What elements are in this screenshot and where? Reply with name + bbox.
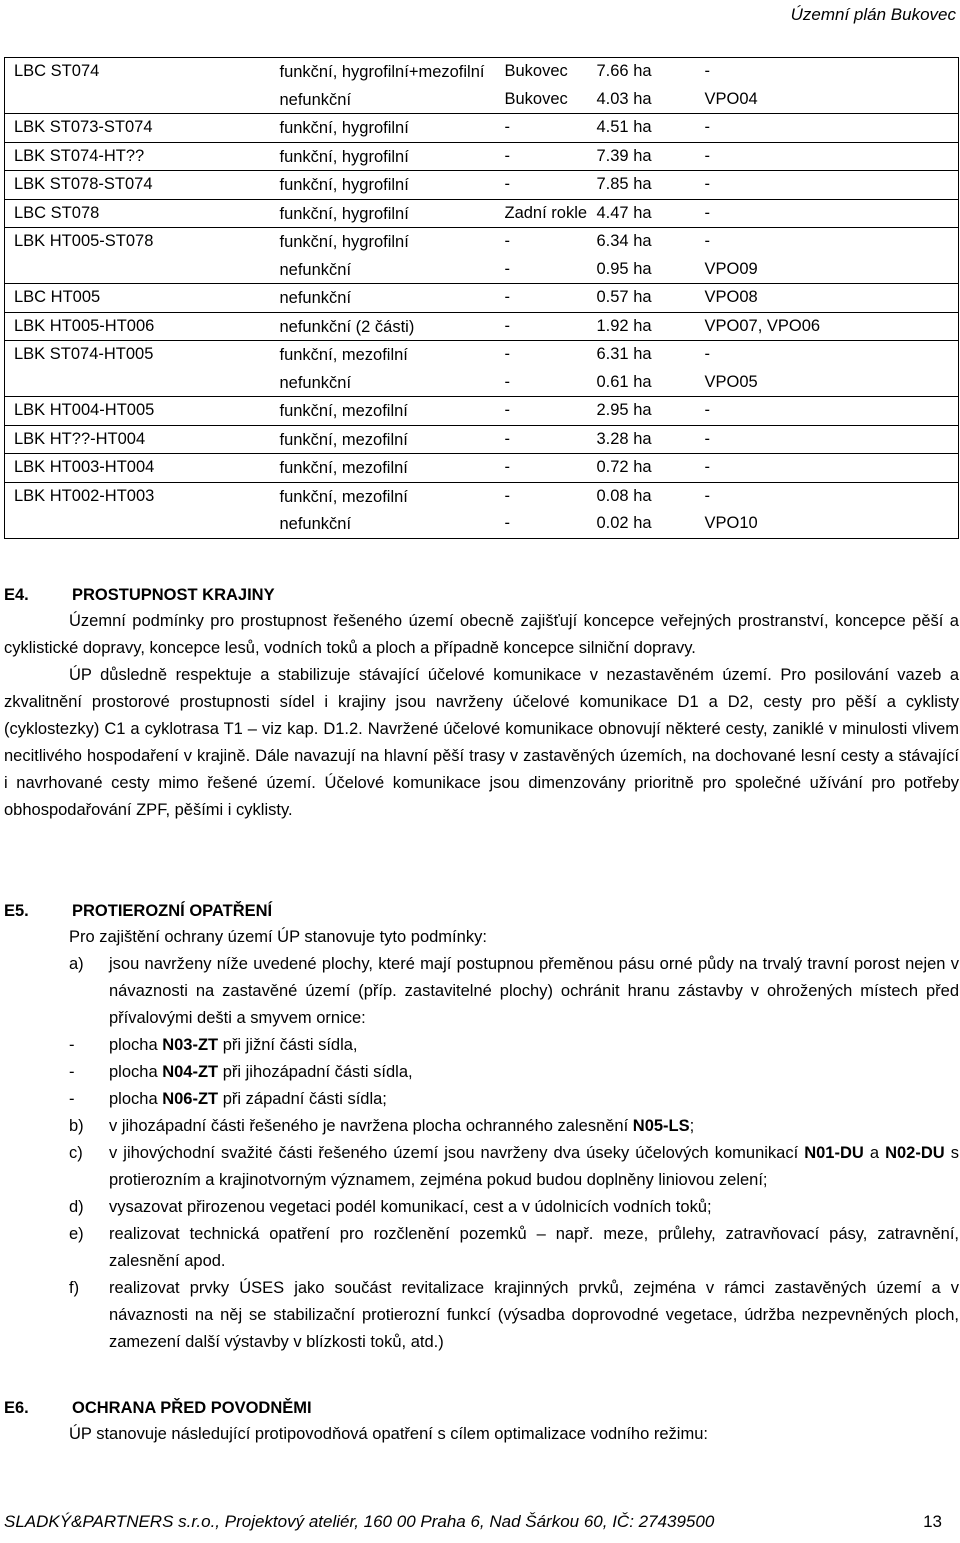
section-heading [4, 1395, 959, 1421]
cell-vpo: - [696, 142, 959, 171]
table-row [5, 312, 959, 341]
table-row [5, 199, 959, 228]
cell-area: 4.03 ha [596, 89, 652, 108]
cell-loc: - [504, 259, 510, 278]
cell-vpo: - [696, 199, 959, 228]
table-row [5, 142, 959, 171]
section-heading [4, 582, 959, 608]
area-code: N02-DU [885, 1144, 945, 1162]
cell-area: 7.39 ha [588, 142, 696, 171]
table-row [5, 256, 959, 284]
list-marker: f) [69, 1279, 80, 1297]
section-e6 [4, 1395, 959, 1448]
cell-area: 3.28 ha [588, 425, 696, 454]
cell-id: LBK ST078-ST074 [5, 171, 271, 200]
paragraph: ÚP důsledně respektuje a stabilizuje stávající účelové komunikace v nezastavěném území. Pro posilování vazeb a zkvalitnění prostorové prostupnosti sídel i krajiny jsou navrženy účelové komunikace D1 a D2, cesty pro pěší a cyklisty (cyklostezky) C1 a cyklotrasa T1 – viz kap. D1.2. Navržené účelové komunikace obnovují některé cesty, zaniklé v minulosti vlivem necitlivého hospodaření v krajině. Dále navazují na hlavní pěší trasy v zastavěných územích, na dochované lesní cesty a stávající i navrhované cesty mimo řešené území. Účelové komunikace jsou dimenzovány prioritně pro společné užívání pro potřeby obhospodařování ZPF, pěšími i cyklisty. [4, 666, 959, 819]
cell-loc: Zadní rokle [496, 199, 588, 228]
cell-loc: Bukovec [504, 62, 568, 80]
cell-area: 0.95 ha [596, 259, 652, 278]
cell-area: 6.34 ha [588, 228, 696, 256]
cell-type: nefunkční [279, 373, 352, 392]
cell-type: funkční, hygrofilní+mezofilní [279, 63, 485, 81]
table-row [5, 86, 959, 114]
list-item [69, 1221, 959, 1275]
cell-vpo: - [696, 114, 959, 143]
cell-loc: - [496, 142, 588, 171]
cell-id: LBK ST073-ST074 [5, 114, 271, 143]
list-item [69, 951, 959, 1032]
section-title: PROSTUPNOST KRAJINY [72, 586, 275, 604]
cell-area: 0.61 ha [596, 372, 652, 391]
cell-type: nefunkční (2 části) [271, 312, 496, 341]
section-number: E6. [4, 1399, 29, 1417]
cell-vpo: VPO08 [696, 284, 959, 313]
cell-vpo: VPO04 [704, 89, 758, 108]
cell-area: 1.92 ha [588, 312, 696, 341]
cell-loc: - [496, 312, 588, 341]
section-heading [4, 898, 959, 924]
cell-id: LBK ST074-HT005 [5, 341, 271, 369]
area-code: N04-ZT [162, 1063, 219, 1081]
uses-elements-table [4, 57, 959, 539]
cell-area: 0.72 ha [588, 454, 696, 483]
cell-loc: - [496, 425, 588, 454]
cell-area: 0.02 ha [596, 514, 652, 532]
cell-vpo: - [696, 171, 959, 200]
cell-type: funkční, mezofilní [271, 341, 496, 369]
list-item [69, 1086, 959, 1113]
table-row [5, 482, 959, 510]
list-text: realizovat prvky ÚSES jako součást revitalizace krajinných prvků, zejména v rámci zastavěných území a v návaznosti na něj se stabilizační protierozní funkcí (výsadba doprovodné vegetace, údržba nezpevněných ploch, zamezení další výstavby v blízkosti toků, atd.) [109, 1279, 959, 1351]
cell-id: LBK HT005-ST078 [5, 228, 271, 256]
list-item [69, 1140, 959, 1194]
list-item [69, 1275, 959, 1356]
cell-type: funkční, mezofilní [271, 454, 496, 483]
table-row [5, 228, 959, 256]
table-row [5, 284, 959, 313]
list-marker: d) [69, 1198, 84, 1216]
section-number: E5. [4, 902, 29, 920]
list-marker: b) [69, 1117, 84, 1135]
document-header-title: Územní plán Bukovec [790, 5, 956, 24]
cell-vpo: - [696, 397, 959, 426]
cell-id: LBC ST078 [5, 199, 271, 228]
cell-id: LBK ST074-HT?? [5, 142, 271, 171]
cell-id [5, 369, 271, 397]
section-intro: Pro zajištění ochrany území ÚP stanovuje tyto podmínky: [69, 928, 487, 946]
cell-id: LBC ST074 [14, 62, 100, 80]
cell-loc: - [496, 284, 588, 313]
table-row [5, 425, 959, 454]
list-item [69, 1059, 959, 1086]
cell-id: LBK HT??-HT004 [5, 425, 271, 454]
cell-area: 0.57 ha [588, 284, 696, 313]
cell-loc: - [496, 397, 588, 426]
cell-id: LBK HT004-HT005 [5, 397, 271, 426]
section-e4 [4, 582, 959, 824]
cell-vpo: - [696, 341, 959, 369]
section-intro: ÚP stanovuje následující protipovodňová opatření s cílem optimalizace vodního režimu: [69, 1425, 708, 1443]
cell-type: nefunkční [279, 90, 352, 109]
list-text: realizovat technická opatření pro rozčlenění pozemků – např. meze, průlehy, zatravňovací pásy, zatravnění, zalesnění apod. [109, 1225, 959, 1270]
table-row [5, 369, 959, 397]
page-footer [4, 1512, 954, 1532]
list-text: vysazovat přirozenou vegetaci podél komunikací, cest a v údolnicích vodních toků; [109, 1198, 712, 1216]
cell-vpo: VPO07, VPO06 [696, 312, 959, 341]
cell-area: 2.95 ha [588, 397, 696, 426]
table-row [5, 341, 959, 369]
section-e5 [4, 898, 959, 1356]
cell-loc: - [496, 454, 588, 483]
cell-loc: - [496, 341, 588, 369]
page-number: 13 [923, 1512, 942, 1531]
list-marker: - [69, 1090, 75, 1108]
cell-id [5, 510, 271, 538]
list-item [69, 1194, 959, 1221]
cell-type: nefunkční [279, 260, 352, 279]
cell-type: funkční, mezofilní [271, 397, 496, 426]
cell-loc: - [496, 228, 588, 256]
cell-area: 7.85 ha [588, 171, 696, 200]
table-row [5, 454, 959, 483]
area-code: N01-DU [804, 1144, 864, 1162]
list-marker: - [69, 1063, 75, 1081]
section-title: OCHRANA PŘED POVODNĚMI [72, 1399, 312, 1417]
cell-area: 0.08 ha [588, 482, 696, 510]
cell-loc: - [504, 514, 510, 532]
cell-id: LBK HT005-HT006 [5, 312, 271, 341]
cell-type: funkční, mezofilní [271, 425, 496, 454]
area-code: N03-ZT [162, 1036, 219, 1054]
cell-area: 4.51 ha [588, 114, 696, 143]
table-row [5, 510, 959, 538]
cell-vpo: - [696, 482, 959, 510]
list-text: v jihovýchodní svažité části řešeného území jsou navrženy dva úseky účelových komunikací N01-DU a N02-DU s protierozním a krajinotvorným významem, zejména pokud budou doplněny liniovou zelení; [109, 1144, 959, 1189]
list-marker: a) [69, 955, 84, 973]
cell-vpo: VPO05 [704, 372, 758, 391]
cell-vpo: VPO09 [704, 259, 758, 278]
list-text: plocha N03-ZT při jižní části sídla, [109, 1036, 358, 1054]
list-text: v jihozápadní části řešeného je navržena plocha ochranného zalesnění N05-LS; [109, 1117, 695, 1135]
area-code: N05-LS [632, 1117, 690, 1135]
cell-loc: - [496, 482, 588, 510]
table-row [5, 114, 959, 143]
cell-vpo: VPO10 [704, 514, 758, 532]
cell-loc: Bukovec [504, 89, 568, 108]
section-number: E4. [4, 586, 29, 604]
table-row [5, 397, 959, 426]
paragraph: Územní podmínky pro prostupnost řešeného území obecně zajišťují koncepce veřejných prostranství, koncepce pěší a cyklistické dopravy, koncepce lesů, vodních toků a ploch a případně koncepce silniční dopravy. [4, 612, 959, 657]
list-item [69, 1032, 959, 1059]
cell-type: funkční, hygrofilní [271, 142, 496, 171]
area-code: N06-ZT [162, 1090, 219, 1108]
list-marker: e) [69, 1225, 84, 1243]
cell-vpo: - [704, 62, 710, 80]
cell-type: funkční, hygrofilní [271, 228, 496, 256]
cell-loc: - [496, 114, 588, 143]
list-text: jsou navrženy níže uvedené plochy, které mají postupnou přeměnou pásu orné půdy na trvalý travní porost nejen v návaznosti na zastavěné území (příp. zastavitelné plochy) ochránit hranu zástavby v ohrožených místech před přívalovými dešti a smyvem ornice: [109, 955, 959, 1027]
cell-id [5, 256, 271, 284]
list-text: plocha N04-ZT při jihozápadní části sídla, [109, 1063, 413, 1081]
cell-loc: - [504, 372, 510, 391]
cell-loc: - [496, 171, 588, 200]
cell-type: funkční, mezofilní [271, 482, 496, 510]
cell-vpo: - [696, 454, 959, 483]
cell-id: LBK HT002-HT003 [5, 482, 271, 510]
cell-area: 7.66 ha [596, 62, 652, 80]
cell-vpo: - [696, 228, 959, 256]
section-title: PROTIEROZNÍ OPATŘENÍ [72, 902, 273, 920]
cell-id: LBK HT003-HT004 [5, 454, 271, 483]
cell-area: 6.31 ha [588, 341, 696, 369]
footer-company: SLADKÝ&PARTNERS s.r.o., Projektový ateliér, 160 00 Praha 6, Nad Šárkou 60, IČ: 27439500 [4, 1512, 715, 1531]
cell-area: 4.47 ha [588, 199, 696, 228]
cell-type: funkční, hygrofilní [271, 199, 496, 228]
list-marker: c) [69, 1144, 83, 1162]
cell-type: nefunkční [271, 284, 496, 313]
cell-type: funkční, hygrofilní [271, 171, 496, 200]
list-marker: - [69, 1036, 75, 1054]
cell-type: nefunkční [279, 515, 352, 533]
cell-id [5, 86, 271, 114]
table-row [5, 58, 959, 86]
list-item [69, 1113, 959, 1140]
cell-id: LBC HT005 [5, 284, 271, 313]
list-text: plocha N06-ZT při západní části sídla; [109, 1090, 387, 1108]
cell-type: funkční, hygrofilní [271, 114, 496, 143]
table-row [5, 171, 959, 200]
cell-vpo: - [696, 425, 959, 454]
